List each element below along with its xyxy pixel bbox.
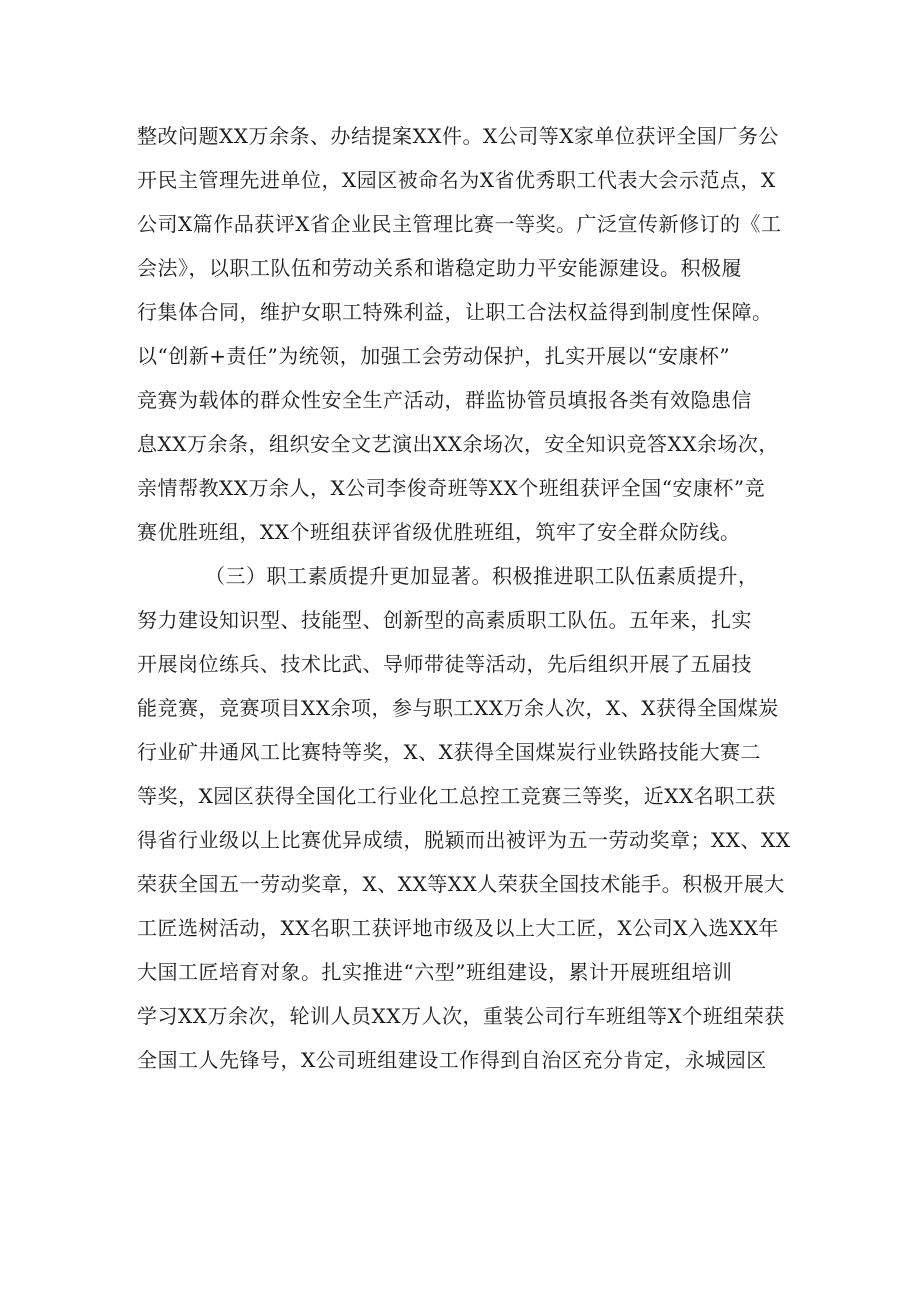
text-line: 学习XX万余次，轮训人员XX万人次，重装公司行车班组等X个班组荣获 [137,1004,785,1028]
text-line: 会法》，以职工队伍和劳动关系和谐稳定助力平安能源建设。积极履 [137,256,742,280]
text-line: 公司X篇作品获评X省企业民主管理比赛一等奖。广泛宣传新修订的《工 [137,212,782,236]
text-line: 能竞赛，竞赛项目XX余项，参与职工XX万余人次，X、X获得全国煤炭 [137,696,779,720]
text-line: 努力建设知识型、技能型、创新型的高素质职工队伍。五年来，扎实 [137,608,752,632]
text-line: 行集体合同，维护女职工特殊利益，让职工合法权益得到制度性保障。 [137,300,773,324]
text-line: 亲情帮教XX万余人，X公司李俊奇班等XX个班组获评全国“安康杯”竞 [137,476,766,500]
text-line: 等奖，X园区获得全国化工行业化工总控工竞赛三等奖，近XX名职工获 [137,784,776,808]
text-line: 工匠选树活动，XX名职工获评地市级及以上大工匠，X公司X入选XX年 [137,916,779,940]
text-line: 赛优胜班组，XX个班组获评省级优胜班组，筑牢了安全群众防线。 [137,520,741,544]
text-line: 开展岗位练兵、技术比武、导师带徒等活动，先后组织开展了五届技 [137,652,752,676]
text-line: 全国工人先锋号，X公司班组建设工作得到自治区充分肯定，永城园区 [137,1048,767,1072]
text-line: 得省行业级以上比赛优异成绩，脱颖而出被评为五一劳动奖章；XX、XX [137,828,791,852]
text-line: 以“创新+责任”为统领，加强工会劳动保护，扎实开展以“安康杯” [137,344,731,368]
text-line: 大国工匠培育对象。扎实推进“六型”班组建设，累计开展班组培训 [137,960,733,984]
text-line: 荣获全国五一劳动奖章，X、XX等XX人荣获全国技术能手。积极开展大 [137,872,785,896]
text-line: 息XX万余条，组织安全文艺演出XX余场次，安全知识竞答XX余场次， [137,432,779,456]
text-line: 整改问题XX万余条、办结提案XX件。X公司等X家单位获评全国厂务公 [137,124,779,148]
text-line: 行业矿井通风工比赛特等奖，X、X获得全国煤炭行业铁路技能大赛二 [137,740,761,764]
text-line: 开民主管理先进单位，X园区被命名为X省优秀职工代表大会示范点，X [137,168,776,192]
text-line: 竞赛为载体的群众性安全生产活动，群监协管员填报各类有效隐患信 [137,388,752,412]
section-heading-line: （三）职工素质提升更加显著。积极推进职工队伍素质提升， [205,564,759,588]
